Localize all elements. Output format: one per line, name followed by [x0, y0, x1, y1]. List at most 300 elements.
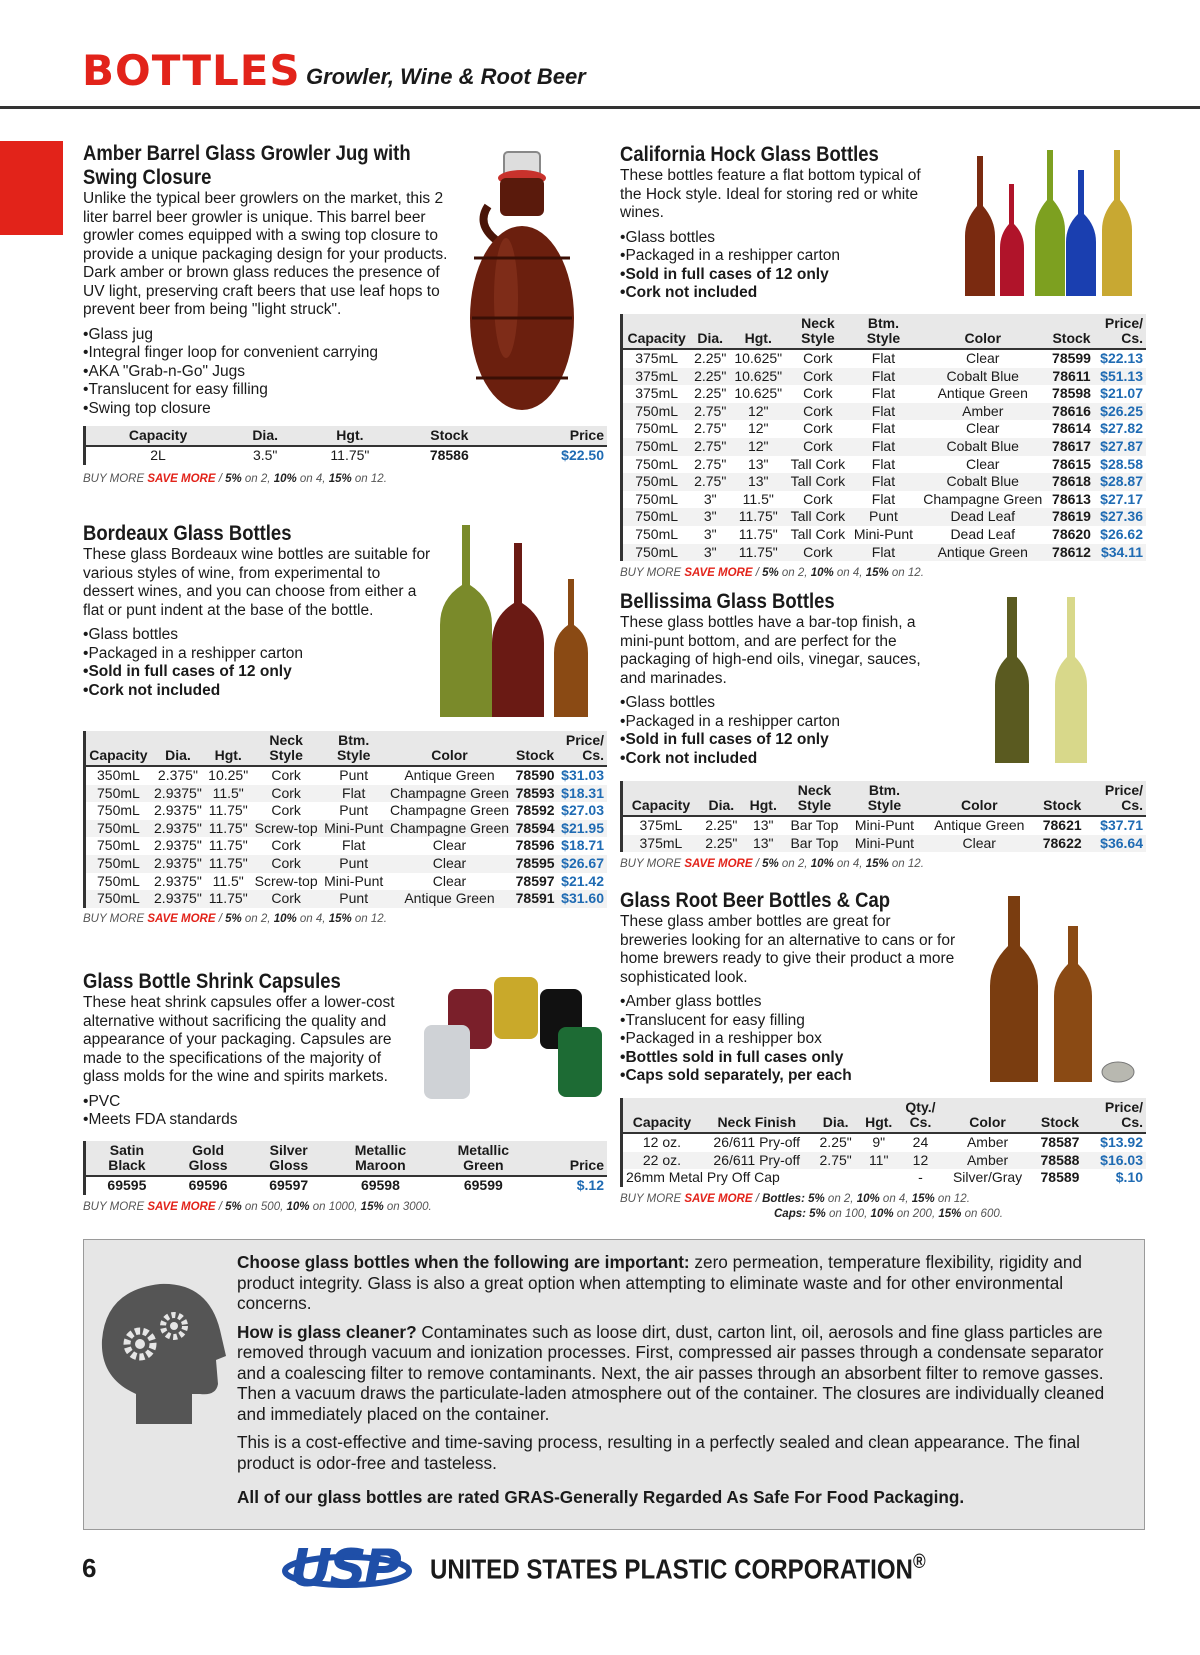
info-paragraph	[237, 1252, 1117, 1314]
cell: 375mL	[622, 835, 699, 853]
bullet: • Translucent for easy filling	[620, 1012, 960, 1031]
discount-text: on 2,	[241, 473, 274, 485]
cell: 9"	[872, 1134, 886, 1150]
col-header-line: Cs.	[1121, 330, 1143, 346]
cell: $36.64	[1089, 835, 1146, 853]
col-header: Dia.	[151, 731, 205, 766]
discount-text: on 4,	[879, 1193, 912, 1205]
cell: Antique Green	[934, 817, 1025, 833]
bullet: • Packaged in a reshipper box	[620, 1030, 960, 1049]
cell: 2.25"	[694, 350, 727, 366]
table-row	[622, 835, 1147, 853]
cell: Flat	[871, 385, 896, 402]
cell: Cork	[803, 420, 833, 437]
cell: 69595	[107, 1177, 147, 1193]
cell: 78593	[512, 785, 557, 803]
cell: Champagne Green	[387, 785, 513, 803]
col-header: Capacity	[622, 1098, 701, 1133]
bellissima-section	[620, 590, 950, 768]
cell: 11.75"	[205, 890, 251, 908]
table-row	[622, 385, 1147, 403]
cell: 2.9375"	[151, 785, 205, 803]
cell: 750mL	[622, 473, 691, 491]
discount-text: on 4,	[833, 567, 866, 579]
cell: 2.75"	[694, 455, 727, 472]
discount-text: on 12.	[351, 473, 387, 485]
cell: 78592	[515, 802, 555, 819]
cell: 12"	[730, 403, 786, 421]
bullet: • Sold in full cases of 12 only	[620, 266, 940, 285]
cell: 3"	[703, 490, 717, 507]
cell: 78590	[515, 767, 555, 783]
discount: 15%	[911, 1193, 935, 1205]
cell: 78622	[1036, 835, 1089, 853]
cell: Flat	[849, 438, 917, 456]
capsules-section	[83, 970, 413, 1130]
separator: /	[215, 473, 226, 485]
bullet: • Translucent for easy filling	[83, 381, 463, 400]
cell: 2.25"	[699, 835, 744, 853]
info-heading: Choose glass bottles when the following are important:	[237, 1252, 690, 1272]
cell: $21.07	[1100, 385, 1143, 402]
discount: 10%	[810, 858, 834, 870]
company-name	[430, 1551, 926, 1585]
separator: /	[752, 567, 763, 579]
col-header	[251, 731, 321, 766]
col-header-line: Price/	[1104, 782, 1143, 798]
cell: 2L	[150, 447, 166, 463]
col-header: Stock	[512, 731, 557, 766]
bullet: • Glass bottles	[83, 626, 433, 645]
cell: 750mL	[622, 403, 691, 421]
cell: 11.75"	[738, 525, 778, 542]
table-row	[85, 873, 608, 891]
cell: 78621	[1042, 817, 1082, 833]
header-rule	[0, 106, 1200, 109]
cell: 750mL	[622, 508, 691, 526]
cell: 78595	[512, 855, 557, 873]
col-header: Dia.	[690, 314, 730, 349]
cell: 10.25"	[208, 767, 249, 783]
bordeaux-description: These glass Bordeaux wine bottles are suitable for various styles of wine, from experimental to dessert wines, and you can choose from either a flat or punt indent at the base of the bottle.	[83, 546, 431, 619]
cell: 750mL	[622, 544, 691, 562]
discount: 5%	[762, 858, 779, 870]
cell: Champagne Green	[923, 490, 1043, 507]
table-row	[85, 1176, 608, 1195]
bellissima-title: Bellissima Glass Bottles	[620, 590, 835, 613]
cell: Silver/Gray	[952, 1169, 1023, 1186]
cell: 78614	[1052, 420, 1091, 437]
bullet: • Cork not included	[83, 682, 433, 701]
capsules-title: Glass Bottle Shrink Capsules	[83, 970, 341, 993]
cell: 69598	[360, 1177, 400, 1193]
table-row	[622, 1152, 1147, 1170]
cell: Mini-Punt	[321, 820, 387, 838]
cell: Antique Green	[917, 544, 1048, 562]
col-header	[1095, 314, 1146, 349]
table-row	[622, 491, 1147, 509]
cell: 22 oz.	[622, 1152, 701, 1170]
cell: 78599	[1052, 350, 1091, 366]
discount: 5%	[762, 567, 779, 579]
cell: Clear	[387, 855, 513, 873]
discount: 5%	[809, 1208, 826, 1220]
cell: Flat	[849, 368, 917, 386]
save-more-label: SAVE MORE	[684, 567, 753, 579]
cell: 11.5"	[742, 490, 774, 507]
hock-section	[620, 143, 940, 303]
cell: 2.25"	[705, 817, 738, 833]
growler-jug-image	[466, 148, 578, 410]
cell: Punt	[339, 802, 369, 819]
cell: 2.9375"	[154, 802, 202, 819]
cell: $22.13	[1100, 350, 1143, 366]
col-header-line: Price/	[565, 732, 604, 748]
cell: 2.75"	[690, 473, 730, 491]
cell: Dead Leaf	[950, 525, 1016, 542]
discount: 5%	[808, 1193, 825, 1205]
cell: 750mL	[85, 855, 151, 873]
col-header-line: Price/	[1104, 315, 1143, 331]
rootbeer-title: Glass Root Beer Bottles & Cap	[620, 889, 891, 912]
discount-text: on 200,	[893, 1208, 939, 1220]
cell: Cork	[271, 802, 301, 819]
cell: Cork	[251, 785, 321, 803]
info-heading: How is glass cleaner?	[237, 1321, 417, 1342]
table-row	[622, 368, 1147, 386]
col-header: Neck Finish	[701, 1098, 813, 1133]
page-subtitle: Growler, Wine & Root Beer	[306, 64, 586, 89]
cell: 78587	[1040, 1134, 1080, 1150]
cell: 750mL	[85, 820, 151, 838]
col-header	[168, 1141, 249, 1176]
cell: Tall Cork	[786, 508, 849, 526]
cell: Flat	[849, 473, 917, 491]
discount: 10%	[273, 913, 297, 925]
cell: Mini-Punt	[854, 817, 915, 833]
cell: Cork	[803, 350, 833, 366]
discount-text: on 12.	[351, 913, 387, 925]
bordeaux-rows	[85, 766, 608, 908]
page-title: BOTTLES	[82, 46, 301, 95]
cell: Punt	[339, 767, 369, 783]
cell: 26/611 Pry-off	[713, 1134, 801, 1150]
cell: 3.5"	[252, 447, 278, 463]
cell: 78596	[515, 837, 555, 854]
capsules-buy-more	[83, 1201, 432, 1213]
cell: 750mL	[635, 420, 679, 437]
rootbeer-rows	[622, 1133, 1147, 1169]
discount: 10%	[273, 473, 297, 485]
cell: Flat	[871, 455, 896, 472]
discount-text: on 4,	[296, 913, 329, 925]
caps-buy-more	[774, 1208, 1003, 1220]
cell: 78616	[1048, 403, 1095, 421]
cell: Cobalt Blue	[917, 368, 1048, 386]
info-text	[237, 1252, 1117, 1516]
cell: Cork	[803, 490, 833, 507]
cell: 375mL	[635, 385, 679, 402]
bordeaux-bottles-image	[436, 525, 596, 720]
col-header-line: Price/	[1104, 1099, 1143, 1115]
col-header	[1089, 781, 1146, 816]
logo-text: USP	[290, 1539, 399, 1599]
discount: 10%	[286, 1201, 310, 1213]
page-number: 6	[82, 1553, 97, 1583]
cell: 2.9375"	[154, 872, 202, 889]
discount-text: on 3000.	[383, 1201, 432, 1213]
col-header-line: Style	[269, 747, 303, 763]
cell: 26/611 Pry-off	[701, 1152, 813, 1170]
cell: 12	[899, 1152, 942, 1170]
bullet: • Amber glass bottles	[620, 993, 960, 1012]
cell: 11.5"	[212, 872, 244, 889]
discount: 5%	[225, 913, 242, 925]
col-header-line: Neck	[269, 732, 303, 748]
bullet: • Caps sold separately, per each	[620, 1067, 960, 1086]
cell: Clear	[432, 837, 467, 854]
col-header: Capacity	[622, 314, 691, 349]
rootbeer-section	[620, 889, 960, 1086]
col-header-line: Neck	[801, 315, 835, 331]
col-header: Color	[387, 731, 513, 766]
buy-more-label: BUY MORE	[620, 1193, 685, 1205]
table-row	[85, 855, 608, 873]
cell: Antique Green	[937, 385, 1028, 402]
col-header: Hgt.	[859, 1098, 899, 1133]
bellissima-description: These glass bottles have a bar-top finish, a mini-punt bottom, and are perfect for the packaging of high-end oils, vinegar, sauces, and marinades.	[620, 614, 921, 687]
cell: $.12	[576, 1177, 604, 1193]
cell: Tall Cork	[790, 455, 846, 472]
cell: Cork	[786, 438, 849, 456]
col-header	[849, 314, 917, 349]
col-header-line: Satin	[109, 1142, 145, 1158]
col-header-line: Silver	[269, 1142, 308, 1158]
cell: 78598	[1052, 385, 1091, 402]
col-header: Price	[535, 1141, 607, 1176]
col-header	[846, 781, 923, 816]
cell: 2.25"	[690, 368, 730, 386]
col-header: Capacity	[85, 426, 231, 446]
cell: 78615	[1052, 455, 1091, 472]
bordeaux-table	[83, 731, 607, 908]
cell: Amber	[917, 403, 1048, 421]
cell: Punt	[849, 508, 917, 526]
cell: Mini-Punt	[324, 872, 384, 889]
usp-logo	[282, 1541, 412, 1601]
cell: 78613	[1052, 490, 1091, 507]
cell: 2.75"	[694, 420, 727, 437]
cell: $31.60	[558, 890, 607, 908]
cell: 78597	[515, 872, 555, 889]
cell: 78586	[429, 447, 469, 463]
cell: $26.67	[558, 855, 607, 873]
cell: Screw-top	[254, 872, 318, 889]
col-header-line: Green	[463, 1157, 504, 1173]
cell: 78612	[1048, 544, 1095, 562]
cell: 69597	[269, 1177, 309, 1193]
discount-text: on 100,	[825, 1208, 871, 1220]
growler-description: Unlike the typical beer growlers on the market, this 2 liter barrel beer growler is unique. This barrel beer growler comes equipped with a swing top closure to provide a unique packaging design for your products. Dark amber or brown glass reduces the presence of UV light, preserving craft beers that use leaf hops to prevent beer from being "light struck".	[83, 190, 448, 318]
bullet: • Sold in full cases of 12 only	[620, 731, 950, 750]
hock-rows	[622, 349, 1147, 561]
save-more-label: SAVE MORE	[147, 1201, 216, 1213]
cell: $22.50	[561, 447, 604, 463]
cell: $27.03	[561, 802, 604, 819]
col-header-line: Style	[801, 330, 835, 346]
info-box	[83, 1239, 1145, 1530]
discount: 15%	[360, 1201, 384, 1213]
cell: 750mL	[97, 872, 140, 889]
save-more-label: SAVE MORE	[147, 473, 216, 485]
cell: 350mL	[97, 767, 140, 783]
bullet: • Sold in full cases of 12 only	[83, 663, 433, 682]
bullet: • Bottles sold in full cases only	[620, 1049, 960, 1068]
cell: Tall Cork	[790, 525, 846, 542]
bordeaux-section	[83, 522, 433, 700]
col-header	[1087, 1098, 1146, 1133]
separator: /	[215, 1201, 226, 1213]
cell: $28.58	[1100, 455, 1143, 472]
bellissima-table	[620, 781, 1146, 852]
cell: Screw-top	[251, 820, 321, 838]
rootbeer-bullets	[620, 993, 960, 1086]
cell: 750mL	[635, 525, 679, 542]
cell: $21.42	[561, 872, 604, 889]
col-header	[321, 731, 387, 766]
bullet: • Swing top closure	[83, 400, 463, 419]
cell: Flat	[849, 544, 917, 562]
cell: 78611	[1048, 368, 1095, 386]
table-row	[85, 446, 608, 465]
cell: $37.71	[1100, 817, 1143, 833]
cell: 11.5"	[205, 785, 251, 803]
col-header: Hgt.	[730, 314, 786, 349]
table-row	[85, 890, 608, 908]
info-paragraph: This is a cost-effective and time-saving process, resulting in a perfectly sealed and clean appearance. The final product is odor-free and tasteless.	[237, 1432, 1080, 1473]
cell: Champagne Green	[387, 820, 513, 838]
cell: 12 oz.	[642, 1134, 682, 1150]
cell: Tall Cork	[786, 473, 849, 491]
buy-more-label: BUY MORE	[620, 567, 685, 579]
table-row	[85, 802, 608, 820]
cell: Dead Leaf	[917, 508, 1048, 526]
col-header-line: Cs.	[1121, 1114, 1143, 1130]
discount-text: on 12.	[934, 1193, 970, 1205]
table-row	[622, 1169, 1147, 1187]
col-header-line: Cs.	[909, 1114, 932, 1130]
discount: 5%	[225, 1201, 242, 1213]
table-row	[622, 403, 1147, 421]
info-body: Contaminates such as loose dirt, dust, carton lint, oil, aerosols and fine glass particles are removed through vacuum and ionization processes. First, compressed air passes through a condensate separator and a coalescing filter to remove contaminants. Next, the air passes through an absorbent filter to remove gasses. Then a vacuum draws the particulate-laden atmosphere out of the container. The closures are individually cleaned and immediately placed on the container.	[237, 1321, 1105, 1424]
cell: 2.9375"	[151, 820, 205, 838]
col-header-line: Style	[867, 797, 902, 813]
col-header: Stock	[400, 426, 499, 446]
cell: Punt	[321, 890, 387, 908]
discount: 10%	[856, 1193, 880, 1205]
col-header: Stock	[1036, 781, 1089, 816]
cell: 78620	[1052, 525, 1091, 542]
col-header-line: Btm.	[867, 315, 899, 331]
col-header-line: Style	[336, 747, 371, 763]
cell: Clear	[432, 872, 467, 889]
cell: 2.75"	[690, 403, 730, 421]
cell: Bar Top	[783, 835, 846, 853]
cell: 13"	[730, 473, 786, 491]
growler-table	[83, 426, 607, 465]
cell: 375mL	[639, 817, 683, 833]
col-header-line: Cs.	[582, 747, 604, 763]
col-header-line: Neck	[797, 782, 832, 798]
growler-bullets	[83, 326, 463, 419]
cell: 750mL	[635, 490, 679, 507]
cell: $34.11	[1095, 544, 1146, 562]
cell: Amber	[966, 1134, 1009, 1150]
table-row	[85, 837, 608, 855]
cell: 13"	[744, 835, 783, 853]
cell: $.10	[1115, 1169, 1143, 1186]
bellissima-rows	[622, 816, 1147, 852]
growler-title-line1: Amber Barrel Glass Growler Jug with	[83, 142, 411, 165]
hock-title: California Hock Glass Bottles	[620, 143, 879, 166]
col-header-line: Black	[108, 1157, 146, 1173]
col-header	[558, 731, 607, 766]
cell: Flat	[321, 785, 387, 803]
cell: Bar Top	[790, 817, 839, 833]
cell: Flat	[871, 490, 896, 507]
cell: 375mL	[635, 350, 679, 366]
cell: 2.25"	[694, 385, 727, 402]
discount-text: on 4,	[833, 858, 866, 870]
table-row	[622, 544, 1147, 562]
cell: Cork	[803, 385, 833, 402]
table-row	[622, 816, 1147, 835]
cell: 10.625"	[730, 368, 786, 386]
col-header	[786, 314, 849, 349]
cell: $27.36	[1095, 508, 1146, 526]
cell: Flat	[871, 420, 896, 437]
bottles-label: Bottles:	[762, 1193, 805, 1205]
col-header: Dia.	[813, 1098, 859, 1133]
col-header: Capacity	[622, 781, 699, 816]
bullet: • Glass bottles	[620, 229, 940, 248]
cell: 11.75"	[730, 508, 786, 526]
cell: 750mL	[622, 438, 691, 456]
table-row	[85, 820, 608, 838]
separator: /	[752, 1193, 763, 1205]
cell: Mini-Punt	[853, 525, 914, 542]
table-row	[622, 456, 1147, 474]
cell: 78594	[512, 820, 557, 838]
rootbeer-buy-more	[620, 1193, 970, 1205]
bullet: • Meets FDA standards	[83, 1111, 413, 1130]
cell: 2.375"	[157, 767, 198, 783]
cell: Cobalt Blue	[917, 473, 1048, 491]
cell: 11.75"	[205, 820, 251, 838]
rootbeer-description: These glass amber bottles are great for breweries looking for an alternative to cans or for home brewers ready to give their product a more sophisticated look.	[620, 913, 956, 986]
buy-more-label: BUY MORE	[83, 1201, 148, 1213]
discount: 15%	[328, 473, 352, 485]
cell: Flat	[849, 403, 917, 421]
cell: Cork	[251, 890, 321, 908]
cell: Antique Green	[404, 767, 495, 783]
bordeaux-buy-more	[83, 913, 387, 925]
col-header: Color	[917, 314, 1048, 349]
col-header: Hgt.	[205, 731, 251, 766]
cell: 11.75"	[208, 802, 248, 819]
bellissima-bottles-image	[995, 597, 1105, 767]
col-header-line: Metallic	[354, 1142, 407, 1158]
